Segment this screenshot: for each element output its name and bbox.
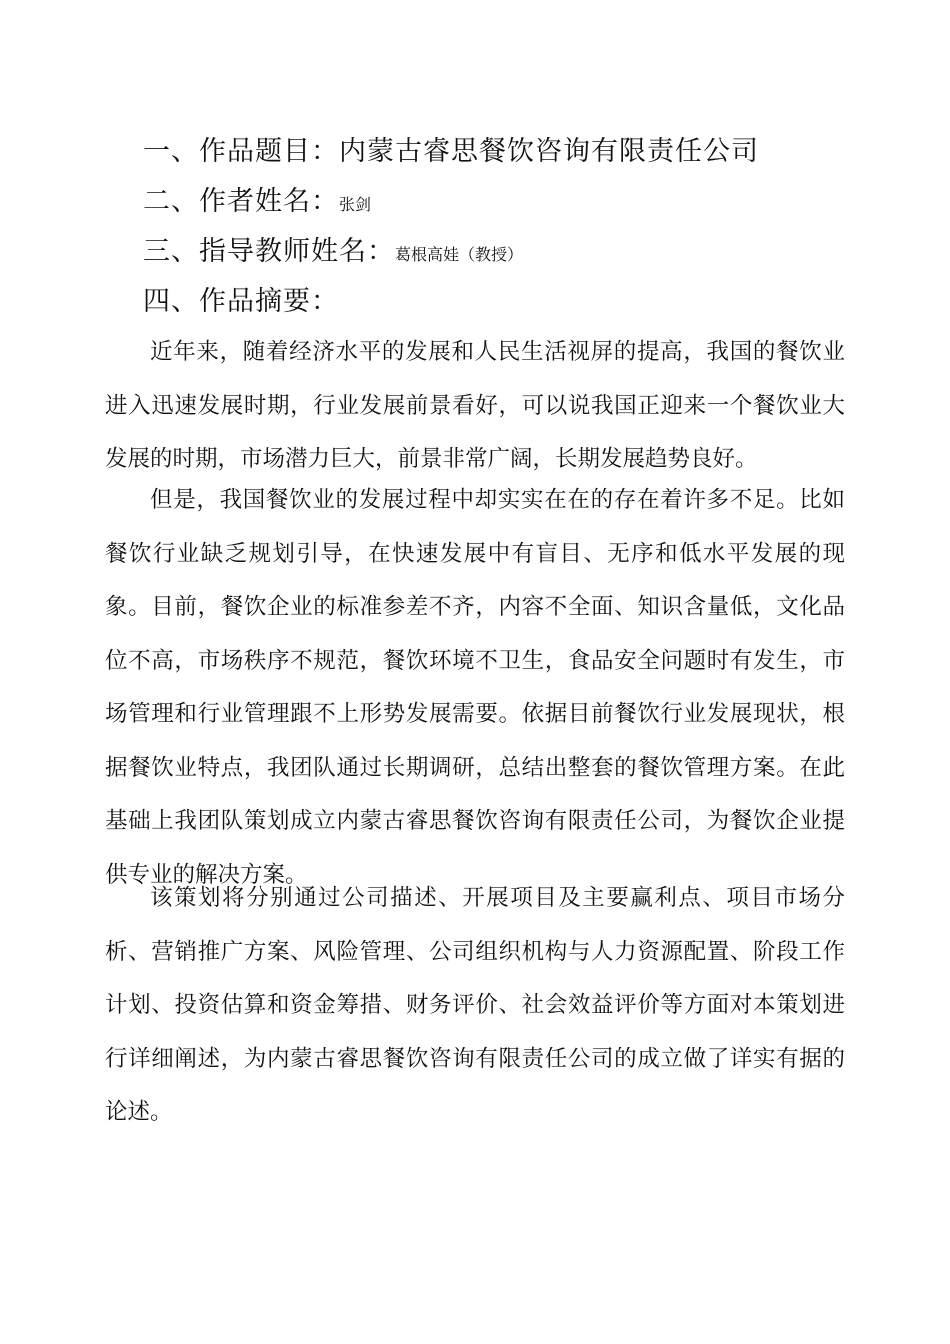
abstract-label: 四、作品摘要： [143,286,339,317]
advisor-line [143,232,523,275]
abstract-paragraph: 该策划将分别通过公司描述、开展项目及主要赢利点、项目市场分析、营销推广方案、风险管理、公司组织机构与人力资源配置、阶段工作计划、投资估算和资金筹措、财务评价、社会效益评价等方面对本策划进行详细阐述，为内蒙古睿思餐饮咨询有限责任公司的成立做了详实有据的论述。 [105,885,845,1125]
author-label: 二、作者姓名： [143,186,339,217]
advisor-label: 三、指导教师姓名： [143,236,395,267]
work-title-value: 内蒙古睿思餐饮咨询有限责任公司 [339,136,759,167]
author-value: 张剑 [339,195,372,214]
work-title-line [143,132,759,172]
abstract-heading [143,282,339,322]
advisor-value: 葛根高娃（教授） [395,245,524,264]
author-line [143,182,371,225]
work-title-label: 一、作品题目： [143,136,339,167]
abstract-paragraph: 但是，我国餐饮业的发展过程中却实实在在的存在着许多不足。比如餐饮行业缺乏规划引导，在快速发展中有盲目、无序和低水平发展的现象。目前，餐饮企业的标准参差不齐，内容不全面、知识含量低，文化品位不高，市场秩序不规范，餐饮环境不卫生，食品安全问题时有发生，市场管理和行业管理跟不上形势发展需要。依据目前餐饮行业发展现状，根据餐饮业特点，我团队通过长期调研，总结出整套的餐饮管理方案。在此基础上我团队策划成立内蒙古睿思餐饮咨询有限责任公司，为餐饮企业提供专业的解决方案。 [105,487,845,888]
abstract-paragraph: 近年来，随着经济水平的发展和人民生活视屏的提高，我国的餐饮业进入迅速发展时期，行业发展前景看好，可以说我国正迎来一个餐饮业大发展的时期，市场潜力巨大，前景非常广阔，长期发展趋势良好。 [105,339,845,472]
